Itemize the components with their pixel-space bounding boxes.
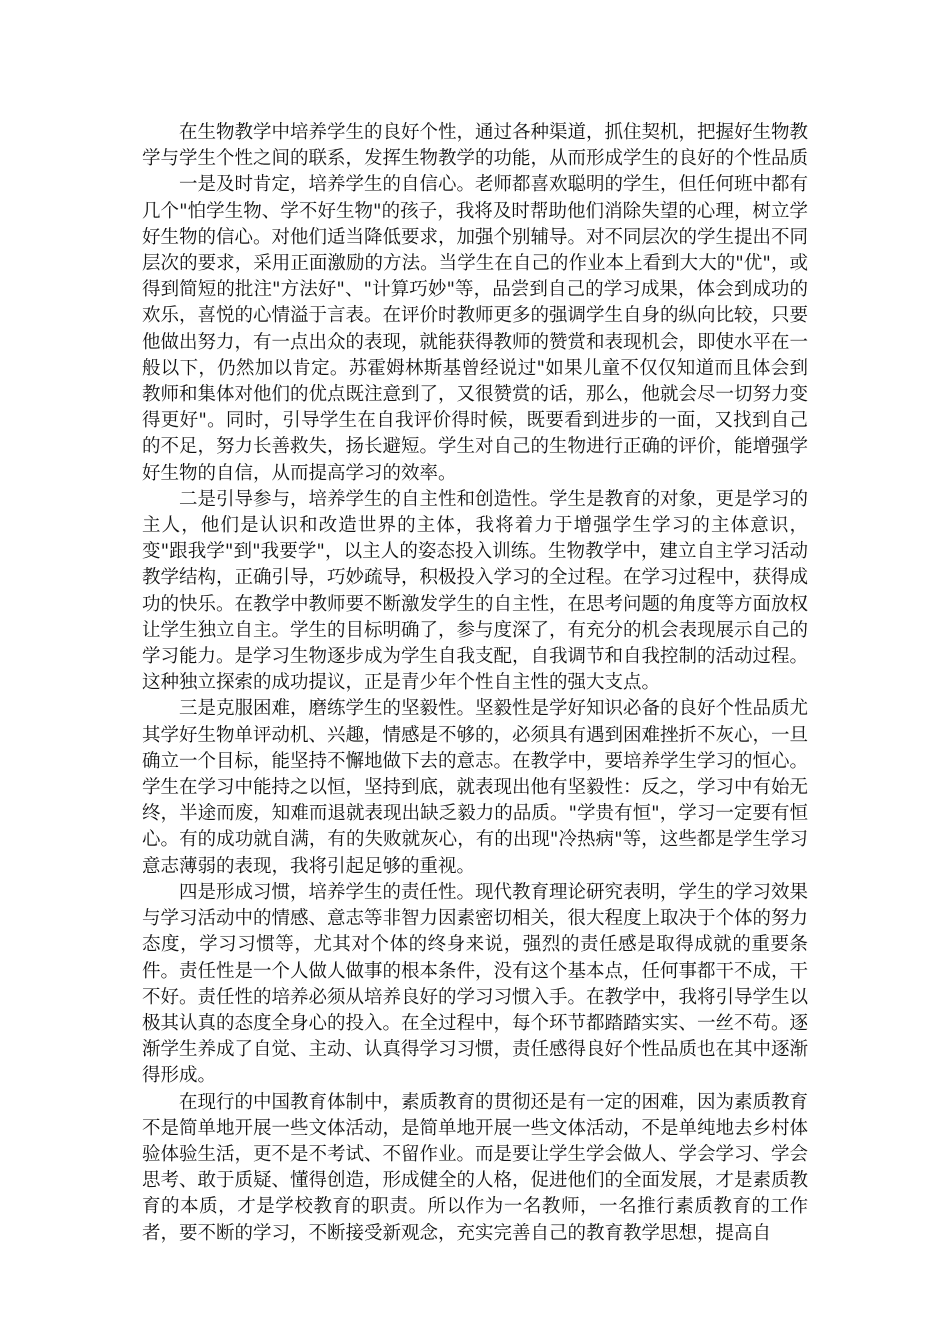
paragraph-quality-education: 在现行的中国教育体制中，素质教育的贯彻还是有一定的困难，因为素质教育不是简单地开展一些文体活动，是简单地开展一些文体活动，不是单纯地去乡村体验体验生活，更不是不考试、不留作业。而是要让学生学会做人、学会学习、学会思考、敢于质疑、懂得创造，形成健全的人格，促进他们的全面发展，才是素质教育的本质，才是学校教育的职责。所以作为一名教师，一名推行素质教育的工作者，要不断的学习，不断接受新观念，充实完善自己的教育教学思想，提高自 [142, 1091, 809, 1244]
paragraph-perseverance: 三是克服困难，磨练学生的坚毅性。坚毅性是学好知识必备的良好个性品质尤其学好生物单评动机、兴趣，情感是不够的，必须具有遇到困难挫折不灰心，一旦确立一个目标，能坚持不懈地做下去的意志。在教学中，要培养学生学习的恒心。学生在学习中能持之以恒，坚持到底，就表现出他有坚毅性：反之，学习中有始无终，半途而废，知难而退就表现出缺乏毅力的品质。"学贵有恒"，学习一定要有恒心。有的成功就自满，有的失败就灰心，有的出现"冷热病"等，这些都是学生学习意志薄弱的表现，我将引起足够的重视。 [142, 698, 809, 877]
paragraph-confidence: 一是及时肯定，培养学生的自信心。老师都喜欢聪明的学生，但任何班中都有几个"怕学生物、学不好生物"的孩子，我将及时帮助他们消除失望的心理，树立学好生物的信心。对他们适当降低要求，加强个别辅导。对不同层次的学生提出不同层次的要求，采用正面激励的方法。当学生在自己的作业本上看到大大的"优"，或得到简短的批注"方法好"、"计算巧妙"等，品尝到自己的学习成果，体会到成功的欢乐，喜悦的心情溢于言表。在评价时教师更多的强调学生自身的纵向比较，只要他做出努力，有一点出众的表现，就能获得教师的赞赏和表现机会，即使水平在一般以下，仍然加以肯定。苏霍姆林斯基曾经说过"如果儿童不仅仅知道而且体会到教师和集体对他们的优点既注意到了，又很赞赏的话，那么，他就会尽一切努力变得更好"。同时，引导学生在自我评价得时候，既要看到进步的一面，又找到自己的不足，努力长善救失，扬长避短。学生对自己的生物进行正确的评价，能增强学好生物的自信，从而提高学习的效率。 [142, 174, 809, 484]
paragraph-intro: 在生物教学中培养学生的良好个性，通过各种渠道，抓住契机，把握好生物教学与学生个性之间的联系，发挥生物教学的功能，从而形成学生的良好的个性品质 [142, 122, 809, 170]
document-body [142, 120, 808, 1247]
paragraph-autonomy: 二是引导参与，培养学生的自主性和创造性。学生是教育的对象，更是学习的主人，他们是认识和改造世界的主体，我将着力于增强学生学习的主体意识，变"跟我学"到"我要学"，以主人的姿态投入训练。生物教学中，建立自主学习活动教学结构，正确引导，巧妙疏导，积极投入学习的全过程。在学习过程中，获得成功的快乐。在教学中教师要不断激发学生的自主性，在思考问题的角度等方面放权让学生独立自主。学生的目标明确了，参与度深了，有充分的机会表现展示自己的学习能力。是学习生物逐步成为学生自我支配，自我调节和自我控制的活动过程。这种独立探索的成功提议，正是青少年个性自主性的强大支点。 [142, 488, 809, 694]
paragraph-responsibility: 四是形成习惯，培养学生的责任性。现代教育理论研究表明，学生的学习效果与学习活动中的情感、意志等非智力因素密切相关，很大程度上取决于个体的努力态度，学习习惯等，尤其对个体的终身来说，强烈的责任感是取得成就的重要条件。责任性是一个人做人做事的根本条件，没有这个基本点，任何事都干不成，干不好。责任性的培养必须从培养良好的学习习惯入手。在教学中，我将引导学生以极其认真的态度全身心的投入。在全过程中，每个环节都踏踏实实、一丝不苟。逐渐学生养成了自觉、主动、认真得学习习惯，责任感得良好个性品质也在其中逐渐得形成。 [142, 881, 809, 1087]
